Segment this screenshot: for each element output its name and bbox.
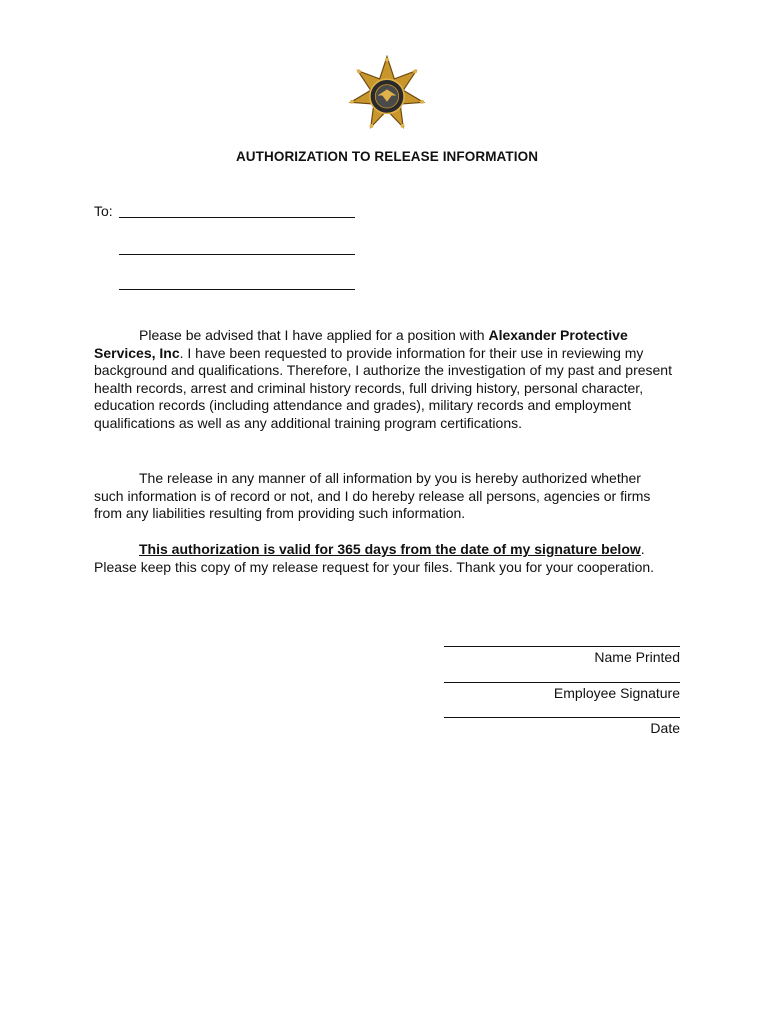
validity-emphasis: This authorization is valid for 365 days from the date of my signature below <box>139 541 641 557</box>
name-printed-label: Name Printed <box>594 649 680 665</box>
paragraph-1-lead: Please be advised that I have applied for a position with <box>139 327 489 343</box>
paragraph-2-text: The release in any manner of all information by you is hereby authorized whether such information is of record or not, and I do hereby release all persons, agencies or firms from any liabilities resulting from providing such information. <box>94 470 651 522</box>
recipient-line-3[interactable] <box>119 289 355 290</box>
recipient-line-2[interactable] <box>119 254 355 255</box>
recipient-line-1[interactable] <box>119 217 355 218</box>
paragraph-1-rest: . I have been requested to provide information for their use in reviewing my background and qualifications. Therefore, I authorize the investigation of my past and present health records, arrest and criminal history records, full driving history, personal character, education records (including attendance and grades), military records and employment qualifications as well as any additional training program certifications. <box>94 344 672 431</box>
date-label: Date <box>650 720 680 736</box>
company-name: Alexander Protective Services, Inc <box>94 327 628 361</box>
name-printed-line[interactable] <box>444 646 680 647</box>
employee-signature-line[interactable] <box>444 682 680 683</box>
document-title: AUTHORIZATION TO RELEASE INFORMATION <box>235 149 539 164</box>
star-badge-icon <box>348 55 426 133</box>
date-line[interactable] <box>444 717 680 718</box>
to-label: To: <box>94 203 113 219</box>
paragraph-release <box>94 470 674 523</box>
paragraph-3-rest: . Please keep this copy of my release request for your files. Thank you for your cooperation. <box>94 541 655 575</box>
paragraph-authorization <box>94 327 674 433</box>
employee-signature-label: Employee Signature <box>553 685 680 701</box>
paragraph-validity <box>94 541 674 576</box>
